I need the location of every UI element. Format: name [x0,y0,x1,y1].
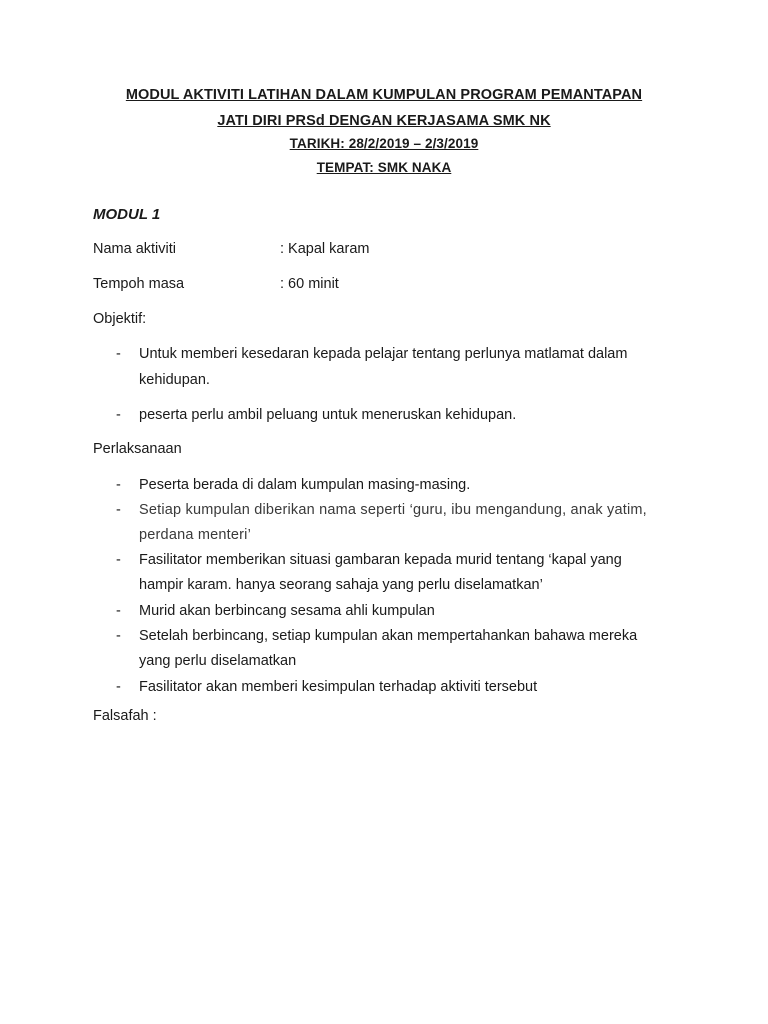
objective-item-1: Untuk memberi kesedaran kepada pelajar tentang perlunya matlamat dalam [139,346,628,362]
implementation-item-1: Peserta berada di dalam kumpulan masing-masing. [139,477,471,493]
implementation-item-3-continued: hampir karam. hanya seorang sahaja yang perlu diselamatkan’ [139,577,543,593]
list-dash: - [116,407,121,423]
implementation-item-2-continued: perdana menteri’ [139,527,252,543]
objective-heading: Objektif: [93,311,147,327]
list-dash: - [116,679,121,695]
activity-name-label: Nama aktiviti [93,241,176,257]
list-dash: - [116,628,121,644]
implementation-item-2: Setiap kumpulan diberikan nama seperti ‘guru, ibu mengandung, anak yatim, [139,502,647,518]
duration-value: : 60 minit [280,276,339,292]
implementation-item-6: Fasilitator akan memberi kesimpulan terhadap aktiviti tersebut [139,679,538,695]
philosophy-heading: Falsafah : [93,708,157,724]
implementation-item-3: Fasilitator memberikan situasi gambaran kepada murid tentang ‘kapal yang [139,552,622,568]
list-dash: - [116,346,121,362]
document-place: TEMPAT: SMK NAKA [316,160,452,175]
module-heading: MODUL 1 [93,206,161,223]
duration-label: Tempoh masa [93,276,185,292]
objective-item-2: peserta perlu ambil peluang untuk meneruskan kehidupan. [139,407,517,423]
document-title-line-2: JATI DIRI PRSd DENGAN KERJASAMA SMK NK [217,113,551,129]
implementation-item-5-continued: yang perlu diselamatkan [139,653,297,669]
implementation-heading: Perlaksanaan [93,441,182,457]
document-title-line-1: MODUL AKTIVITI LATIHAN DALAM KUMPULAN PROGRAM PEMANTAPAN [125,87,643,103]
implementation-item-4: Murid akan berbincang sesama ahli kumpulan [139,603,435,619]
list-dash: - [116,552,121,568]
implementation-item-5: Setelah berbincang, setiap kumpulan akan mempertahankan bahawa mereka [139,628,638,644]
list-dash: - [116,477,121,493]
document-date: TARIKH: 28/2/2019 – 2/3/2019 [289,136,479,151]
list-dash: - [116,502,121,518]
list-dash: - [116,603,121,619]
activity-name-value: : Kapal karam [280,241,370,257]
objective-item-1-continued: kehidupan. [139,372,210,388]
